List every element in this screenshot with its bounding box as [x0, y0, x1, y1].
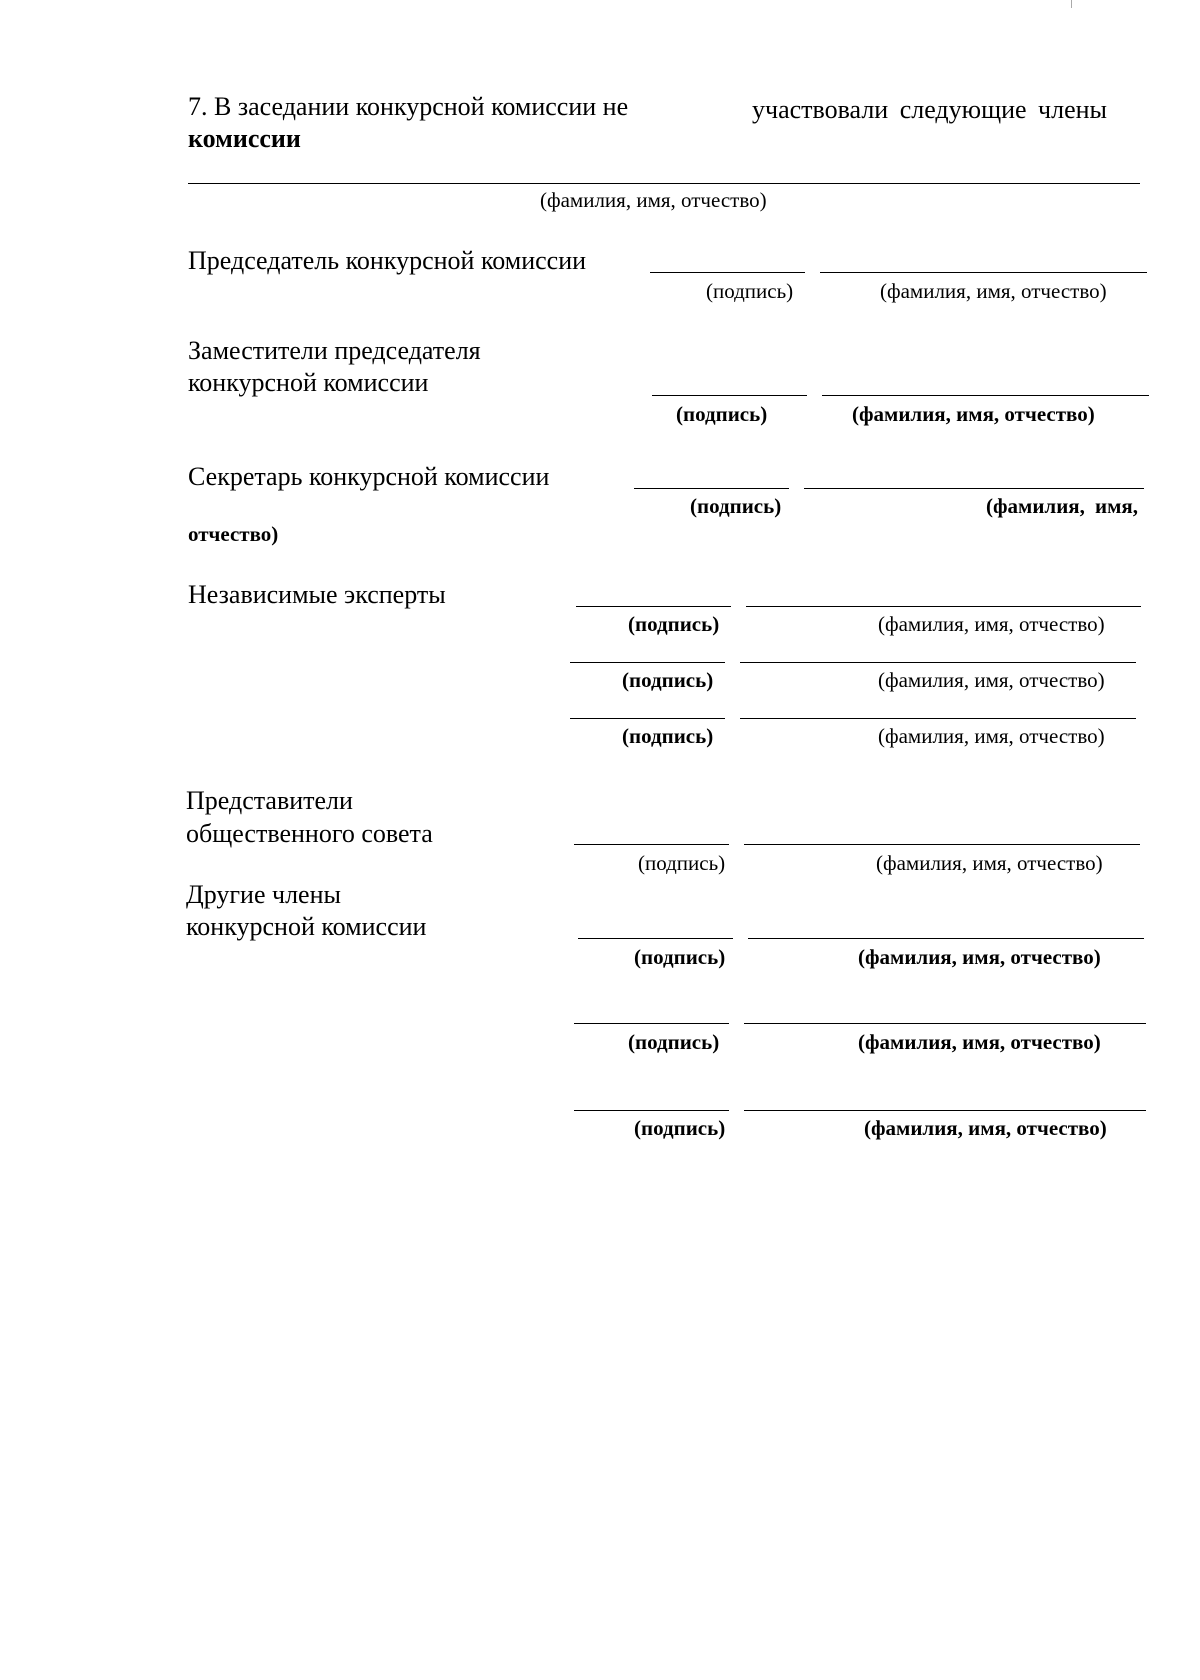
- experts-label: Независимые эксперты: [188, 580, 446, 609]
- council-name-caption: (фамилия, имя, отчество): [876, 851, 1103, 875]
- chairman-label: Председатель конкурсной комиссии: [188, 246, 587, 275]
- other-1-name-line: [748, 938, 1144, 939]
- other-2-signature-caption: (подпись): [628, 1030, 720, 1054]
- expert-3-name-caption: (фамилия, имя, отчество): [878, 724, 1105, 748]
- council-signature-caption: (подпись): [638, 851, 726, 875]
- others-label-line2: конкурсной комиссии: [186, 912, 427, 941]
- other-2-name-line: [744, 1023, 1146, 1024]
- secretary-signature-caption: (подпись): [690, 494, 782, 518]
- chairman-name-caption: (фамилия, имя, отчество): [880, 279, 1107, 303]
- absent-members-caption: (фамилия, имя, отчество): [540, 188, 767, 212]
- expert-2-name-line: [740, 662, 1136, 663]
- other-1-name-caption: (фамилия, имя, отчество): [858, 945, 1101, 969]
- other-3-name-line: [744, 1110, 1146, 1111]
- expert-3-signature-caption: (подпись): [622, 724, 714, 748]
- deputies-name-line: [822, 395, 1149, 396]
- secretary-signature-line: [634, 488, 789, 489]
- expert-1-signature-line: [576, 606, 731, 607]
- expert-2-signature-caption: (подпись): [622, 668, 714, 692]
- expert-1-name-caption: (фамилия, имя, отчество): [878, 612, 1105, 636]
- other-3-signature-caption: (подпись): [634, 1116, 726, 1140]
- other-3-name-caption: (фамилия, имя, отчество): [864, 1116, 1107, 1140]
- others-label-line1: Другие члены: [186, 880, 341, 909]
- other-3-signature-line: [574, 1110, 729, 1111]
- deputies-label-line1: Заместители председателя: [188, 336, 481, 365]
- council-name-line: [744, 844, 1140, 845]
- council-signature-line: [574, 844, 729, 845]
- expert-1-signature-caption: (подпись): [628, 612, 720, 636]
- other-1-signature-caption: (подпись): [634, 945, 726, 969]
- chairman-signature-line: [650, 272, 805, 273]
- intro-line1-left: 7. В заседании конкурсной комиссии не: [188, 92, 629, 121]
- secretary-name-caption-part3: отчество): [188, 522, 279, 546]
- secretary-name-caption-part1: (фамилия,: [986, 494, 1085, 518]
- expert-1-name-line: [746, 606, 1141, 607]
- chairman-name-line: [820, 272, 1147, 273]
- absent-members-line: [188, 183, 1140, 184]
- council-label-line1: Представители: [186, 786, 353, 815]
- chairman-signature-caption: (подпись): [706, 279, 794, 303]
- expert-3-signature-line: [570, 718, 725, 719]
- expert-3-name-line: [740, 718, 1136, 719]
- other-2-name-caption: (фамилия, имя, отчество): [858, 1030, 1101, 1054]
- secretary-label: Секретарь конкурсной комиссии: [188, 462, 550, 491]
- council-label-line2: общественного совета: [186, 819, 433, 848]
- deputies-signature-line: [652, 395, 807, 396]
- scan-edge-mark: [1071, 0, 1072, 8]
- intro-line2: комиссии: [188, 124, 301, 153]
- secretary-name-caption-part2: имя,: [1095, 494, 1139, 518]
- expert-2-signature-line: [570, 662, 725, 663]
- expert-2-name-caption: (фамилия, имя, отчество): [878, 668, 1105, 692]
- secretary-name-line: [804, 488, 1144, 489]
- deputies-label-line2: конкурсной комиссии: [188, 368, 429, 397]
- other-2-signature-line: [574, 1023, 729, 1024]
- other-1-signature-line: [578, 938, 733, 939]
- deputies-signature-caption: (подпись): [676, 402, 768, 426]
- intro-line1-right: участвовали следующие члены: [752, 95, 1108, 124]
- deputies-name-caption: (фамилия, имя, отчество): [852, 402, 1095, 426]
